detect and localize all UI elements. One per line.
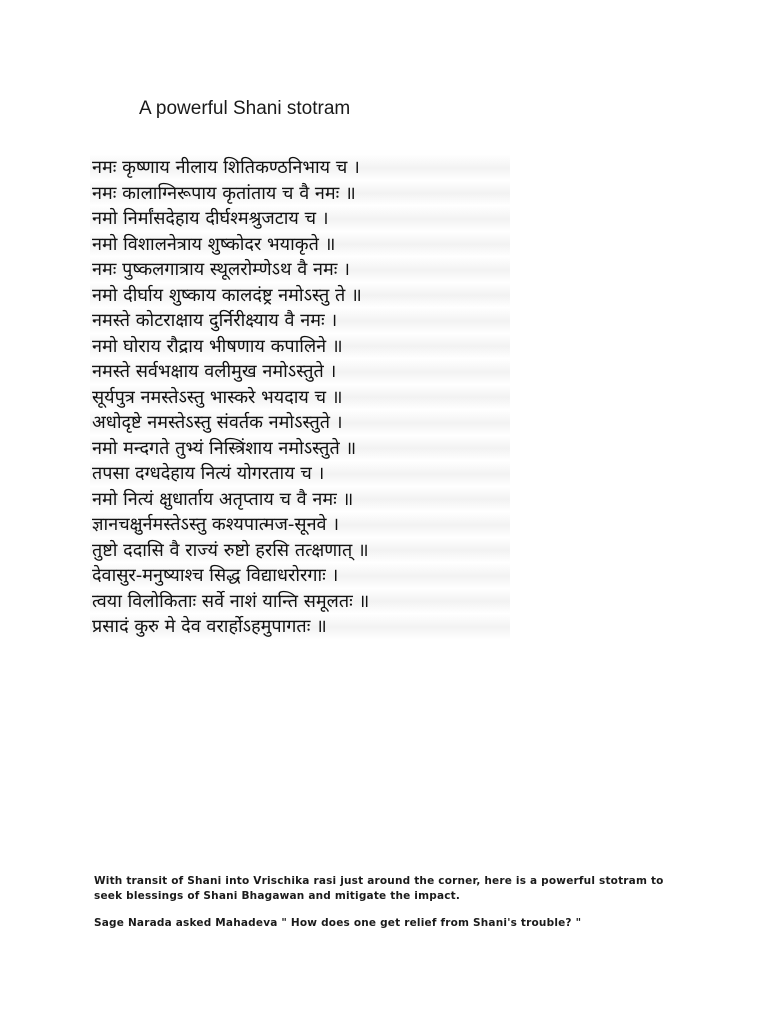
page-title: A powerful Shani stotram (139, 98, 351, 119)
verse-line: नमो नित्यं क्षुधार्ताय अतृप्ताय च वै नमः ॥ (90, 487, 510, 513)
verse-line: नमो विशालनेत्राय शुष्कोदर भयाकृते ॥ (90, 232, 510, 258)
verse-line: नमो निर्मांसदेहाय दीर्घश्मश्रुजटाय च । (90, 206, 510, 232)
verse-line: नमः कृष्णाय नीलाय शितिकण्ठनिभाय च । (90, 155, 510, 181)
verse-line: ज्ञानचक्षुर्नमस्तेऽस्तु कश्यपात्मज-सूनवे । (90, 512, 510, 538)
verse-line: प्रसादं कुरु मे देव वरार्होऽहमुपागतः ॥ (90, 614, 510, 640)
stotram-verses (90, 155, 510, 640)
narada-quote: Sage Narada asked Mahadeva " How does one get relief from Shani's trouble? " (94, 917, 582, 929)
verse-line: नमो दीर्घाय शुष्काय कालदंष्ट्र नमोऽस्तु ते ॥ (90, 283, 510, 309)
verse-line: सूर्यपुत्र नमस्तेऽस्तु भास्करे भयदाय च ॥ (90, 385, 510, 411)
verse-line: देवासुर-मनुष्याश्च सिद्ध विद्याधरोरगाः । (90, 563, 510, 589)
verse-line: नमो घोराय रौद्राय भीषणाय कपालिने ॥ (90, 334, 510, 360)
verse-line: नमः कालाग्निरूपाय कृतांताय च वै नमः ॥ (90, 181, 510, 207)
verse-line: त्वया विलोकिताः सर्वे नाशं यान्ति समूलतः ॥ (90, 589, 510, 615)
verse-line: नमस्ते कोटराक्षाय दुर्निरीक्ष्याय वै नमः । (90, 308, 510, 334)
verse-line: नमः पुष्कलगात्राय स्थूलरोम्णेऽथ वै नमः । (90, 257, 510, 283)
verse-line: नमो मन्दगते तुभ्यं निस्त्रिंशाय नमोऽस्तुते ॥ (90, 436, 510, 462)
intro-paragraph: With transit of Shani into Vrischika rasi just around the corner, here is a powerful stotram to seek blessings of Shani Bhagawan and mitigate the impact. (94, 875, 664, 902)
verse-line: अधोदृष्टे नमस्तेऽस्तु संवर्तक नमोऽस्तुते । (90, 410, 510, 436)
verse-line: नमस्ते सर्वभक्षाय वलीमुख नमोऽस्तुते । (90, 359, 510, 385)
verse-line: तपसा दग्धदेहाय नित्यं योगरताय च । (90, 461, 510, 487)
verse-line: तुष्टो ददासि वै राज्यं रुष्टो हरसि तत्क्षणात् ॥ (90, 538, 510, 564)
